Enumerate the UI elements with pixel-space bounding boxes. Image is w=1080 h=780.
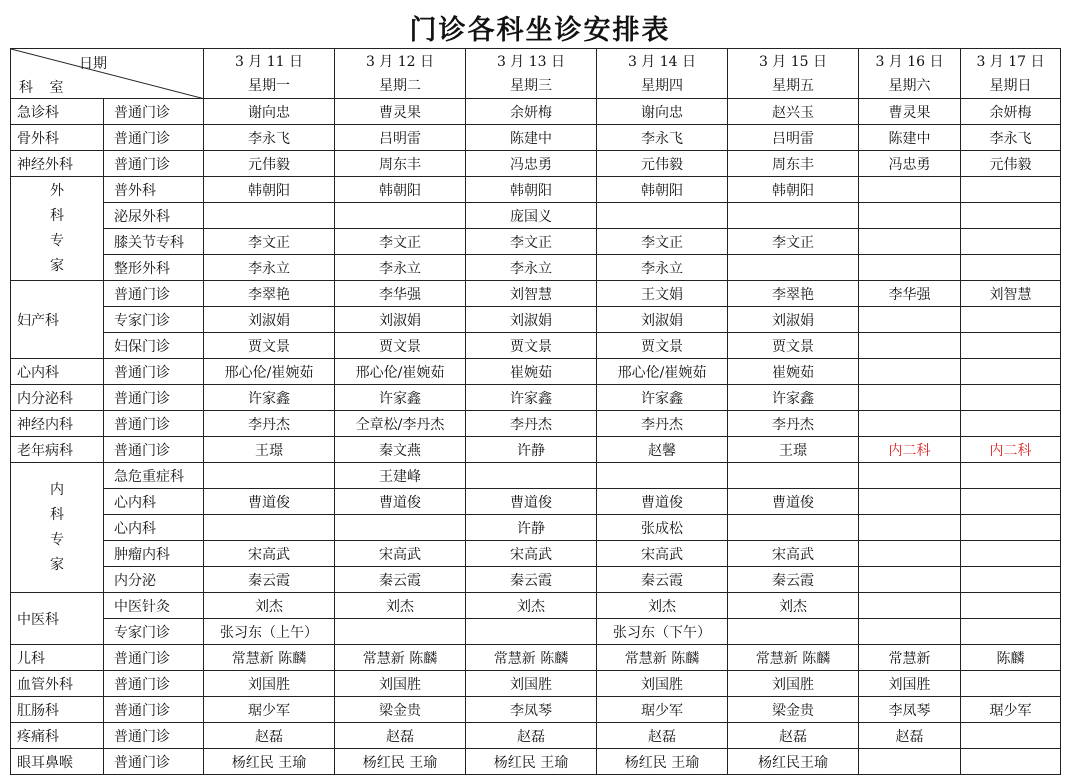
doctor-cell: 刘淑娟 — [335, 307, 466, 333]
doctor-cell: 刘国胜 — [466, 671, 597, 697]
doctor-cell: 杨红民 王瑜 — [466, 749, 597, 775]
doctor-cell — [204, 203, 335, 229]
doctor-cell — [728, 463, 859, 489]
doctor-cell — [961, 229, 1061, 255]
doctor-cell: 邢心伦/崔婉茹 — [335, 359, 466, 385]
doctor-cell: 李永飞 — [204, 125, 335, 151]
doctor-cell — [466, 463, 597, 489]
doctor-cell: 余妍梅 — [466, 99, 597, 125]
doctor-cell: 曹道俊 — [728, 489, 859, 515]
doctor-cell: 曹灵果 — [335, 99, 466, 125]
clinic-type-cell: 普通门诊 — [104, 281, 204, 307]
doctor-cell: 张习东（上午） — [204, 619, 335, 645]
department-cell: 老年病科 — [11, 437, 104, 463]
doctor-cell: 曹道俊 — [466, 489, 597, 515]
corner-dept-label: 科 室 — [19, 80, 70, 96]
doctor-cell: 刘淑娟 — [204, 307, 335, 333]
doctor-cell: 宋高武 — [335, 541, 466, 567]
doctor-cell — [859, 307, 961, 333]
doctor-cell — [961, 359, 1061, 385]
clinic-type-cell: 泌尿外科 — [104, 203, 204, 229]
doctor-cell: 李华强 — [335, 281, 466, 307]
doctor-cell: 常慧新 陈麟 — [335, 645, 466, 671]
doctor-cell: 李永立 — [597, 255, 728, 281]
doctor-cell: 李丹杰 — [204, 411, 335, 437]
weekday-label: 星期六 — [888, 77, 931, 94]
doctor-cell — [859, 619, 961, 645]
table-row — [11, 99, 1061, 125]
doctor-cell — [859, 333, 961, 359]
doctor-cell: 许家鑫 — [335, 385, 466, 411]
clinic-type-cell: 膝关节专科 — [104, 229, 204, 255]
doctor-cell — [859, 515, 961, 541]
doctor-cell — [961, 515, 1061, 541]
doctor-cell: 李凤琴 — [859, 697, 961, 723]
doctor-cell — [961, 489, 1061, 515]
doctor-cell: 李丹杰 — [728, 411, 859, 437]
department-cell: 中医科 — [11, 593, 104, 645]
doctor-cell — [961, 541, 1061, 567]
table-row — [11, 723, 1061, 749]
doctor-cell: 琚少军 — [597, 697, 728, 723]
table-row — [11, 411, 1061, 437]
doctor-cell: 曹道俊 — [335, 489, 466, 515]
doctor-cell: 宋高武 — [597, 541, 728, 567]
doctor-cell: 韩朝阳 — [335, 177, 466, 203]
doctor-cell: 王璟 — [204, 437, 335, 463]
doctor-cell — [728, 203, 859, 229]
weekday-label: 星期四 — [641, 77, 683, 94]
doctor-cell — [204, 463, 335, 489]
clinic-type-cell: 专家门诊 — [104, 619, 204, 645]
doctor-cell: 梁金贵 — [335, 697, 466, 723]
doctor-cell — [859, 749, 961, 775]
doctor-cell: 常慧新 陈麟 — [597, 645, 728, 671]
doctor-cell: 赵兴玉 — [728, 99, 859, 125]
doctor-cell: 刘国胜 — [335, 671, 466, 697]
doctor-cell: 李文正 — [728, 229, 859, 255]
department-cell: 急诊科 — [11, 99, 104, 125]
clinic-type-cell: 急危重症科 — [104, 463, 204, 489]
table-row — [11, 281, 1061, 307]
doctor-cell — [961, 411, 1061, 437]
doctor-cell: 赵磊 — [728, 723, 859, 749]
doctor-cell: 吕明雷 — [728, 125, 859, 151]
department-char: 家 — [50, 257, 64, 274]
clinic-type-cell: 普通门诊 — [104, 151, 204, 177]
doctor-cell: 赵磊 — [859, 723, 961, 749]
doctor-cell: 李永立 — [204, 255, 335, 281]
doctor-cell — [859, 359, 961, 385]
doctor-cell — [961, 593, 1061, 619]
table-row — [11, 463, 1061, 489]
doctor-cell: 赵磊 — [335, 723, 466, 749]
date-header-cell — [597, 49, 728, 99]
doctor-cell: 李文正 — [466, 229, 597, 255]
doctor-cell: 李文正 — [597, 229, 728, 255]
doctor-cell: 许家鑫 — [728, 385, 859, 411]
doctor-cell: 李永飞 — [597, 125, 728, 151]
doctor-cell: 庞国义 — [466, 203, 597, 229]
doctor-cell — [204, 515, 335, 541]
doctor-cell: 赵磊 — [466, 723, 597, 749]
table-row — [11, 645, 1061, 671]
clinic-type-cell: 普通门诊 — [104, 125, 204, 151]
clinic-type-cell: 妇保门诊 — [104, 333, 204, 359]
doctor-cell: 秦文燕 — [335, 437, 466, 463]
doctor-cell: 内二科 — [859, 437, 961, 463]
doctor-cell: 许家鑫 — [466, 385, 597, 411]
doctor-cell — [728, 255, 859, 281]
department-char: 专 — [50, 232, 64, 249]
date-header-cell — [859, 49, 961, 99]
department-cell: 疼痛科 — [11, 723, 104, 749]
table-row — [11, 255, 1061, 281]
doctor-cell — [859, 593, 961, 619]
doctor-cell: 刘杰 — [204, 593, 335, 619]
table-row — [11, 515, 1061, 541]
doctor-cell: 张习东（下午） — [597, 619, 728, 645]
doctor-cell: 曹灵果 — [859, 99, 961, 125]
doctor-cell: 周东丰 — [335, 151, 466, 177]
date-label: 3 月 13 日 — [496, 53, 566, 70]
doctor-cell: 梁金贵 — [728, 697, 859, 723]
doctor-cell: 吕明雷 — [335, 125, 466, 151]
table-row — [11, 567, 1061, 593]
doctor-cell: 刘国胜 — [859, 671, 961, 697]
doctor-cell — [728, 515, 859, 541]
doctor-cell: 贾文景 — [597, 333, 728, 359]
doctor-cell — [859, 567, 961, 593]
doctor-cell — [961, 333, 1061, 359]
doctor-cell: 韩朝阳 — [466, 177, 597, 203]
date-label: 3 月 14 日 — [627, 53, 697, 70]
doctor-cell: 李丹杰 — [597, 411, 728, 437]
doctor-cell: 崔婉茹 — [466, 359, 597, 385]
corner-header-cell — [11, 49, 204, 99]
doctor-cell: 刘淑娟 — [597, 307, 728, 333]
doctor-cell: 许家鑫 — [204, 385, 335, 411]
date-header-cell — [466, 49, 597, 99]
doctor-cell: 刘淑娟 — [728, 307, 859, 333]
corner-date-label: 日期 — [79, 56, 107, 72]
doctor-cell: 赵磊 — [597, 723, 728, 749]
doctor-cell: 贾文景 — [728, 333, 859, 359]
department-cell: 神经外科 — [11, 151, 104, 177]
clinic-type-cell: 心内科 — [104, 515, 204, 541]
date-label: 3 月 12 日 — [365, 53, 435, 70]
table-row — [11, 177, 1061, 203]
doctor-cell — [961, 749, 1061, 775]
doctor-cell: 刘智慧 — [466, 281, 597, 307]
clinic-type-cell: 普通门诊 — [104, 385, 204, 411]
doctor-cell: 赵馨 — [597, 437, 728, 463]
doctor-cell: 王璟 — [728, 437, 859, 463]
doctor-cell: 秦云霞 — [466, 567, 597, 593]
department-cell — [11, 463, 104, 593]
schedule-table — [10, 48, 1061, 775]
doctor-cell: 刘杰 — [466, 593, 597, 619]
doctor-cell — [961, 463, 1061, 489]
doctor-cell: 贾文景 — [335, 333, 466, 359]
doctor-cell: 杨红民 王瑜 — [597, 749, 728, 775]
doctor-cell: 杨红民王瑜 — [728, 749, 859, 775]
doctor-cell — [961, 385, 1061, 411]
doctor-cell: 宋高武 — [204, 541, 335, 567]
doctor-cell: 常慧新 陈麟 — [728, 645, 859, 671]
doctor-cell: 贾文景 — [466, 333, 597, 359]
doctor-cell — [961, 177, 1061, 203]
department-char: 科 — [50, 207, 64, 224]
doctor-cell: 李凤琴 — [466, 697, 597, 723]
table-row — [11, 229, 1061, 255]
doctor-cell: 常慧新 — [859, 645, 961, 671]
table-row — [11, 385, 1061, 411]
clinic-type-cell: 普通门诊 — [104, 697, 204, 723]
doctor-cell: 陈建中 — [466, 125, 597, 151]
clinic-type-cell: 整形外科 — [104, 255, 204, 281]
department-cell: 眼耳鼻喉 — [11, 749, 104, 775]
doctor-cell — [859, 203, 961, 229]
clinic-type-cell: 普通门诊 — [104, 671, 204, 697]
doctor-cell — [597, 203, 728, 229]
department-cell: 儿科 — [11, 645, 104, 671]
doctor-cell: 许静 — [466, 437, 597, 463]
date-label: 3 月 17 日 — [976, 53, 1045, 70]
doctor-cell — [466, 619, 597, 645]
doctor-cell: 刘杰 — [728, 593, 859, 619]
doctor-cell: 周东丰 — [728, 151, 859, 177]
clinic-type-cell: 普外科 — [104, 177, 204, 203]
doctor-cell: 宋高武 — [466, 541, 597, 567]
doctor-cell — [859, 255, 961, 281]
department-cell — [11, 177, 104, 281]
department-char: 内 — [50, 481, 64, 498]
doctor-cell — [335, 619, 466, 645]
clinic-type-cell: 普通门诊 — [104, 645, 204, 671]
doctor-cell: 陈建中 — [859, 125, 961, 151]
doctor-cell: 刘杰 — [597, 593, 728, 619]
doctor-cell: 秦云霞 — [335, 567, 466, 593]
doctor-cell: 谢向忠 — [597, 99, 728, 125]
doctor-cell: 崔婉茹 — [728, 359, 859, 385]
department-char: 科 — [50, 506, 64, 523]
doctor-cell: 李文正 — [204, 229, 335, 255]
doctor-cell: 秦云霞 — [728, 567, 859, 593]
doctor-cell: 刘国胜 — [728, 671, 859, 697]
department-cell: 心内科 — [11, 359, 104, 385]
weekday-label: 星期五 — [772, 77, 814, 94]
clinic-type-cell: 普通门诊 — [104, 749, 204, 775]
weekday-label: 星期一 — [248, 77, 290, 94]
table-row — [11, 359, 1061, 385]
doctor-cell: 李永飞 — [961, 125, 1061, 151]
doctor-cell — [859, 177, 961, 203]
doctor-cell: 元伟毅 — [961, 151, 1061, 177]
doctor-cell: 冯忠勇 — [466, 151, 597, 177]
doctor-cell: 曹道俊 — [204, 489, 335, 515]
date-header-cell — [335, 49, 466, 99]
doctor-cell — [961, 723, 1061, 749]
doctor-cell — [728, 619, 859, 645]
date-header-cell — [204, 49, 335, 99]
doctor-cell: 贾文景 — [204, 333, 335, 359]
doctor-cell — [961, 203, 1061, 229]
doctor-cell — [859, 541, 961, 567]
doctor-cell: 琚少军 — [204, 697, 335, 723]
doctor-cell: 曹道俊 — [597, 489, 728, 515]
doctor-cell — [961, 307, 1061, 333]
doctor-cell: 刘国胜 — [597, 671, 728, 697]
clinic-type-cell: 普通门诊 — [104, 411, 204, 437]
doctor-cell — [859, 229, 961, 255]
table-row — [11, 671, 1061, 697]
doctor-cell: 秦云霞 — [597, 567, 728, 593]
table-row — [11, 541, 1061, 567]
doctor-cell: 常慧新 陈麟 — [204, 645, 335, 671]
doctor-cell: 杨红民 王瑜 — [204, 749, 335, 775]
doctor-cell: 元伟毅 — [204, 151, 335, 177]
department-cell: 肛肠科 — [11, 697, 104, 723]
doctor-cell: 仝章松/李丹杰 — [335, 411, 466, 437]
doctor-cell: 李华强 — [859, 281, 961, 307]
table-row — [11, 151, 1061, 177]
weekday-label: 星期二 — [379, 77, 421, 94]
doctor-cell — [859, 411, 961, 437]
date-label: 3 月 15 日 — [758, 53, 828, 70]
table-row — [11, 307, 1061, 333]
page-title: 门诊各科坐诊安排表 — [409, 15, 671, 46]
table-row — [11, 203, 1061, 229]
doctor-cell — [859, 385, 961, 411]
table-row — [11, 749, 1061, 775]
doctor-cell — [335, 515, 466, 541]
doctor-cell: 杨红民 王瑜 — [335, 749, 466, 775]
doctor-cell: 刘智慧 — [961, 281, 1061, 307]
clinic-type-cell: 普通门诊 — [104, 99, 204, 125]
doctor-cell: 韩朝阳 — [728, 177, 859, 203]
doctor-cell: 冯忠勇 — [859, 151, 961, 177]
doctor-cell — [961, 671, 1061, 697]
clinic-type-cell: 心内科 — [104, 489, 204, 515]
doctor-cell: 李翠艳 — [728, 281, 859, 307]
doctor-cell: 王文娟 — [597, 281, 728, 307]
date-header-cell — [728, 49, 859, 99]
doctor-cell — [859, 463, 961, 489]
doctor-cell: 刘国胜 — [204, 671, 335, 697]
doctor-cell: 邢心伦/崔婉茹 — [597, 359, 728, 385]
weekday-label: 星期三 — [510, 77, 552, 94]
clinic-type-cell: 普通门诊 — [104, 437, 204, 463]
doctor-cell: 刘淑娟 — [466, 307, 597, 333]
doctor-cell: 刘杰 — [335, 593, 466, 619]
doctor-cell: 宋高武 — [728, 541, 859, 567]
doctor-cell: 邢心伦/崔婉茹 — [204, 359, 335, 385]
doctor-cell: 常慧新 陈麟 — [466, 645, 597, 671]
department-cell: 神经内科 — [11, 411, 104, 437]
doctor-cell: 李永立 — [466, 255, 597, 281]
doctor-cell: 张成松 — [597, 515, 728, 541]
doctor-cell: 李文正 — [335, 229, 466, 255]
doctor-cell: 韩朝阳 — [597, 177, 728, 203]
doctor-cell: 韩朝阳 — [204, 177, 335, 203]
date-label: 3 月 16 日 — [875, 53, 944, 70]
doctor-cell: 秦云霞 — [204, 567, 335, 593]
clinic-type-cell: 肿瘤内科 — [104, 541, 204, 567]
doctor-cell — [961, 567, 1061, 593]
department-cell: 内分泌科 — [11, 385, 104, 411]
clinic-type-cell: 中医针灸 — [104, 593, 204, 619]
doctor-cell — [961, 619, 1061, 645]
header-row — [11, 49, 1061, 99]
doctor-cell: 余妍梅 — [961, 99, 1061, 125]
doctor-cell: 陈麟 — [961, 645, 1061, 671]
table-row — [11, 593, 1061, 619]
doctor-cell: 琚少军 — [961, 697, 1061, 723]
doctor-cell: 李翠艳 — [204, 281, 335, 307]
doctor-cell: 许家鑫 — [597, 385, 728, 411]
doctor-cell: 赵磊 — [204, 723, 335, 749]
department-char: 家 — [50, 556, 64, 573]
doctor-cell: 元伟毅 — [597, 151, 728, 177]
department-char: 外 — [50, 182, 64, 199]
department-cell: 妇产科 — [11, 281, 104, 359]
department-char: 专 — [50, 531, 64, 548]
table-row — [11, 333, 1061, 359]
doctor-cell — [961, 255, 1061, 281]
doctor-cell: 谢向忠 — [204, 99, 335, 125]
doctor-cell: 李永立 — [335, 255, 466, 281]
table-row — [11, 697, 1061, 723]
table-row — [11, 437, 1061, 463]
doctor-cell: 许静 — [466, 515, 597, 541]
date-header-cell — [961, 49, 1061, 99]
doctor-cell — [335, 203, 466, 229]
clinic-type-cell: 内分泌 — [104, 567, 204, 593]
date-label: 3 月 11 日 — [234, 53, 304, 70]
doctor-cell: 李丹杰 — [466, 411, 597, 437]
weekday-label: 星期日 — [989, 77, 1032, 94]
doctor-cell: 内二科 — [961, 437, 1061, 463]
table-row — [11, 125, 1061, 151]
doctor-cell — [859, 489, 961, 515]
clinic-type-cell: 专家门诊 — [104, 307, 204, 333]
department-cell: 血管外科 — [11, 671, 104, 697]
clinic-type-cell: 普通门诊 — [104, 359, 204, 385]
department-cell: 骨外科 — [11, 125, 104, 151]
table-row — [11, 489, 1061, 515]
table-row — [11, 619, 1061, 645]
clinic-type-cell: 普通门诊 — [104, 723, 204, 749]
doctor-cell: 王建峰 — [335, 463, 466, 489]
doctor-cell — [597, 463, 728, 489]
